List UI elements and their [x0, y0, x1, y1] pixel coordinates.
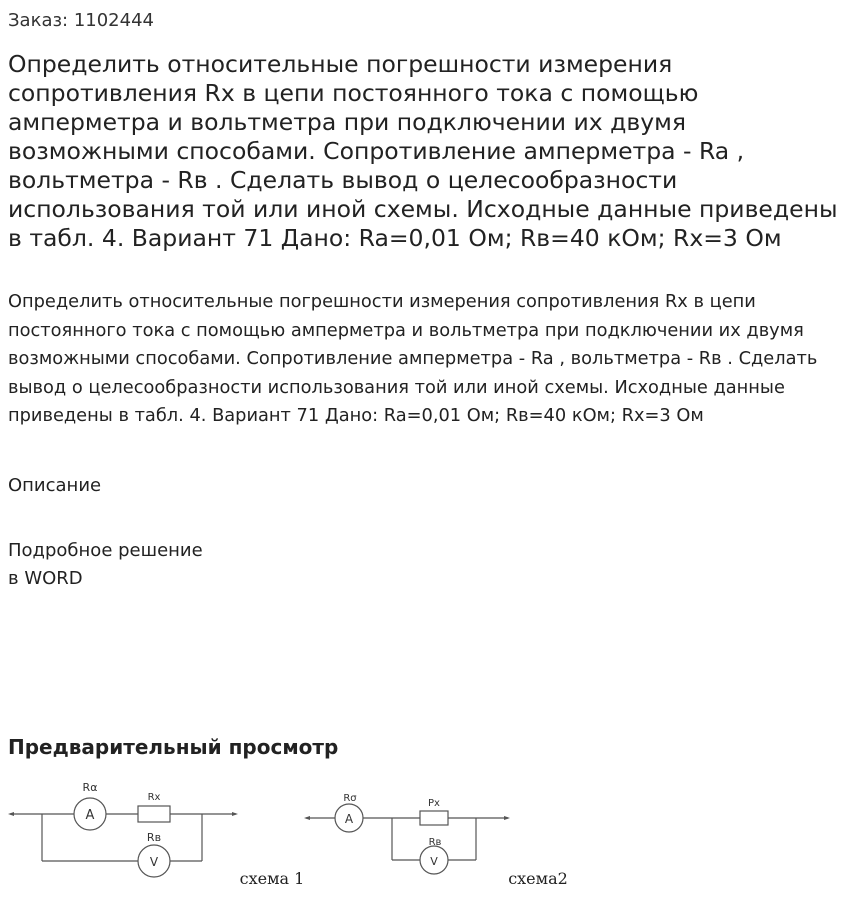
scheme2-caption: схема2	[508, 869, 568, 888]
task-description: Определить относительные погрешности измерения сопротивления Rx в цепи постоянного тока с помощью амперметра и вольтметра при подключении их двумя возможными способами. Сопротивление амперметра - Ra , вольтметра - Rв . Сделать вывод о целесообразности использования той или иной схемы. Исходные данные приведены в табл. 4. Вариант 71 Дано: Ra=0,01 Ом; Rв=40 кОм; Rx=3 Ом	[8, 291, 818, 426]
page-title: Определить относительные погрешности измерения сопротивления Rx в цепи постоянного тока с помощью амперметра и вольтметра при подключении их двумя возможными способами. Сопротивление амперметра - Ra , вольтметра - Rв . Сделать вывод о целесообразности использования той или иной схемы. Исходные данные приведены в табл. 4. Вариант 71 Дано: Ra=0,01 Ом; Rв=40 кОм; Rx=3 Ом	[8, 50, 838, 252]
svg-text:A: A	[85, 808, 95, 823]
ammeter-1-icon	[74, 798, 106, 830]
voltmeter-1-icon	[138, 845, 170, 877]
description-heading: Описание	[8, 475, 102, 496]
rv-label-2: Rв	[428, 837, 442, 848]
ra-label-2: Rσ	[343, 793, 357, 804]
solution-info	[8, 537, 203, 593]
solution-line-2: в WORD	[8, 568, 83, 589]
scheme1-caption: схема 1	[239, 869, 305, 888]
svg-text:V: V	[430, 855, 438, 868]
rx-label-2: Px	[428, 798, 440, 809]
ra-label-1: Rα	[82, 781, 98, 794]
preview-heading: Предварительный просмотр	[8, 735, 339, 759]
resistor-2-icon	[420, 811, 448, 825]
rv-label-1: Rв	[146, 831, 162, 844]
rx-label-1: Rx	[147, 792, 161, 803]
order-number: Заказ: 1102444	[8, 10, 154, 31]
svg-text:A: A	[344, 812, 354, 826]
ammeter-2-icon	[335, 804, 363, 832]
circuit-preview-image	[0, 770, 600, 903]
svg-text:V: V	[149, 855, 159, 869]
voltmeter-2-icon	[420, 846, 448, 874]
solution-line-1: Подробное решение	[8, 540, 203, 561]
resistor-1-icon	[138, 806, 170, 822]
